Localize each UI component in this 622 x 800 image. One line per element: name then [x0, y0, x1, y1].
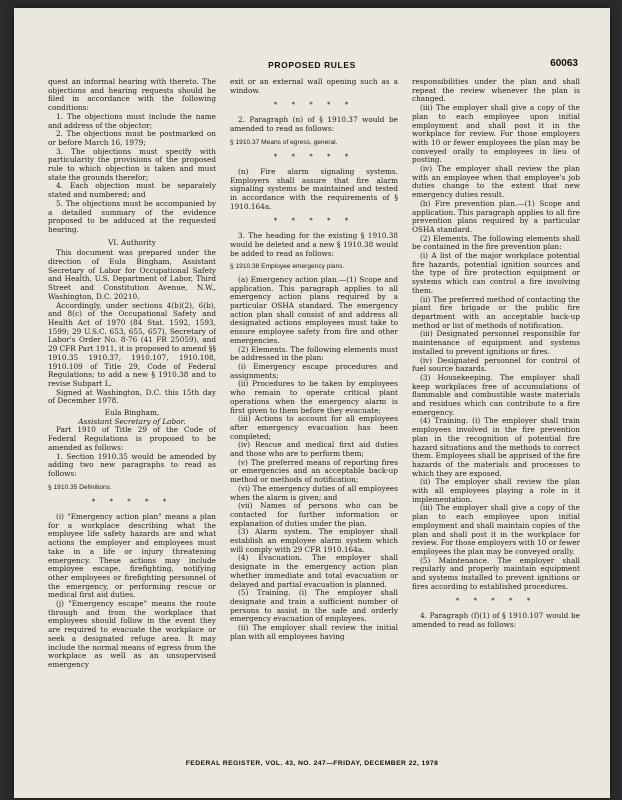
paragraph: (i) Emergency escape procedures and assignments;: [230, 361, 398, 380]
running-header: PROPOSED RULES: [268, 60, 356, 70]
paragraph: (2) Elements. The following elements must be addressed in the plan:: [230, 344, 398, 363]
paragraph: (iv) Designated personnel for control of fuel source hazards.: [412, 355, 580, 374]
ellipsis-stars: * * * * *: [455, 597, 537, 606]
paragraph: 3. The heading for the existing § 1910.38 would be deleted and a new § 1910.38 would be added to read as follows:: [230, 231, 398, 258]
column-1: [48, 78, 216, 758]
paragraph: 1. The objections must include the name and address of the objector;: [48, 111, 216, 130]
paragraph: 2. Paragraph (n) of § 1910.37 would be amended to read as follows:: [230, 115, 398, 133]
paragraph: (2) Elements. The following elements shall be contained in the fire prevention plan:: [412, 233, 580, 252]
ellipsis-stars: * * * * *: [273, 217, 355, 226]
paragraph: (iii) Actions to account for all employees after emergency evacuation has been completed;: [230, 414, 398, 441]
paragraph: 2. The objections must be postmarked on or before March 16, 1979;: [48, 129, 216, 147]
paragraph: (v) The preferred means of reporting fires or emergencies and an acceptable back-up method or methods of notification;: [230, 457, 398, 485]
paragraph: 1. Section 1910.35 would be amended by adding two new paragraphs to read as follows:: [48, 451, 216, 478]
section-heading: VI. Authority: [108, 237, 156, 247]
paragraph: (4) Training. (i) The employer shall train employees involved in the fire prevention plan in the recognition of potential fire hazard situations and the methods to correct them. Employees shall be apprised of the fire hazards of the materials and processes to which they are exposed.: [412, 416, 580, 478]
paragraph: (iii) The employer shall give a copy of the plan to each employee upon initial employment and shall maintain copies of the plan and shall post it in the workplace for review. For those employers with 10 or fewer employees the plan may be conveyed orally.: [412, 503, 580, 556]
paragraph: quest an informal hearing with thereto. The objections and hearing requests should be filed in accordance with the following conditions:: [48, 78, 216, 113]
paragraph: (n) Fire alarm signaling systems. Employers shall assure that fire alarm signaling systems be maintained and tested in accordance with the requirements of § 1910.164a.: [230, 166, 398, 211]
paragraph: 4. Paragraph (f)(1) of § 1910.107 would be amended to read as follows:: [412, 611, 580, 629]
paragraph: Signed at Washington, D.C. this 15th day of December 1978.: [48, 387, 216, 406]
paragraph: (iii) The employer shall give a copy of the plan to each employee upon initial employment and shall post it in the workplace for review. For those employers with 10 or fewer employees the plan may be conveyed orally to employees in lieu of posting.: [412, 103, 580, 165]
ellipsis-stars: * * * * *: [273, 101, 355, 110]
ellipsis-stars: * * * * *: [91, 498, 173, 507]
section-caption: § 1910.35 Definitions.: [48, 483, 112, 491]
column-2: [230, 78, 398, 758]
paragraph: (iv) Rescue and medical first aid duties and those who are to perform them;: [230, 440, 398, 459]
signature-title: Assistant Secretary of Labor.: [78, 416, 186, 426]
paragraph: (b) Fire prevention plan.—(1) Scope and application. This paragraph applies to all fire prevention plans required by a particular OSHA standard.: [412, 198, 580, 234]
paragraph: Part 1910 of Title 29 of the Code of Federal Regulations is proposed to be amended as follows:: [48, 425, 216, 452]
paragraph: (ii) The employer shall review the plan with all employees playing a role in it implementation.: [412, 477, 580, 504]
document-page: [14, 8, 610, 798]
paragraph: (ii) The preferred method of contacting the plant fire brigade or the public fire department with an acceptable back-up method or list of methods of notification.: [412, 294, 580, 330]
paragraph: 5. The objections must be accompanied by a detailed summary of the evidence proposed to be adduced at the requested hearing.: [48, 198, 216, 234]
paragraph: This document was prepared under the direction of Eula Bingham, Assistant Secretary of Labor for Occupational Safety and Health, U.S. Department of Labor, Third Street and Constitution Avenue, N.W., Washington, D.C. 20210.: [48, 248, 216, 301]
paragraph: 4. Each objection must be separately stated and numbered; and: [48, 181, 216, 200]
page-footer: FEDERAL REGISTER, VOL. 43, NO. 247—FRIDAY, DECEMBER 22, 1978: [185, 760, 439, 767]
paragraph: (3) Alarm system. The employer shall establish an employee alarm system which will comply with 29 CFR 1910.164a.: [230, 527, 398, 554]
signature-name: Eula Bingham,: [104, 408, 160, 418]
section-caption: § 1910.38 Employee emergency plans.: [230, 263, 345, 271]
paragraph: (5) Maintenance. The employer shall regularly and properly maintain equipment and systems installed to prevent ignitions or fires according to established procedures.: [412, 555, 580, 591]
paragraph: (vii) Names of persons who can be contacted for further information or explanation of duties under the plan.: [230, 501, 398, 528]
paragraph: (4) Evacuation. The employer shall designate in the emergency action plan whether immediate and total evacuation or delayed and partial evacuation is planned.: [230, 553, 398, 589]
paragraph: exit or an external wall opening such as a window.: [230, 78, 398, 95]
paragraph: (iv) The employer shall review the plan with an employee when that employee's job duties change to the extent that new emergency duties result.: [412, 164, 580, 200]
paragraph: 3. The objections must specify with particularity the provisions of the proposed rule to which objection is taken and must state the grounds therefor;: [48, 146, 216, 182]
paragraph: (ii) The employer shall review the initial plan with all employees having: [230, 623, 398, 641]
paragraph: Accordingly, under sections 4(b)(2), 6(b), and 8(c) of the Occupational Safety and Health Act of 1970 (84 Stat. 1592, 1593, 1599; 29 U.S.C. 653, 655, 657), Secretary of Labor's Order No. 8-76 (41 FR 25059), and 29 CFR Part 1911, it is proposed to amend §§ 1910.35 1910.37, 1910.107, 1910.108, 1910.109 of Title 29, Code of Federal Regulations; to add a new § 1910.38 and to revise Subpart L.: [48, 300, 216, 388]
column-3: [412, 78, 580, 758]
paragraph: (j) "Emergency escape" means the route through and from the workplace that employees should follow in the event they are required to evacuate the workplace or seek a designated refuge area. It may include the normal means of egress from the workplace as well as an unsupervised emergency: [48, 599, 216, 669]
paragraph: (3) Housekeeping. The employer shall keep workplaces free of accumulations of flammable and combustible waste materials and residues which can contribute to a fire emergency.: [412, 372, 580, 417]
paragraph: (i) A list of the major workplace potential fire hazards, potential ignition sources and the type of fire protection equipment or systems which can control a fire involving them.: [412, 251, 580, 295]
paragraph: (vi) The emergency duties of all employees when the alarm is given; and: [230, 483, 398, 502]
section-caption: § 1910.37 Means of egress, general.: [230, 138, 338, 146]
page-number: 60063: [550, 58, 578, 69]
paragraph: responsibilities under the plan and shall repeat the review whenever the plan is changed.: [412, 78, 580, 104]
ellipsis-stars: * * * * *: [273, 153, 355, 162]
paragraph: (iii) Designated personnel responsible for maintenance of equipment and systems installed to prevent ignitions or fires.: [412, 329, 580, 356]
paragraph: (a) Emergency action plan.—(1) Scope and application. This paragraph applies to all emergency action plans required by a particular OSHA standard. The emergency action plan shall consist of and address all designated actions employees must take to ensure employee safety from fire and other emergencies.: [230, 274, 398, 345]
paragraph: (i) "Emergency action plan" means a plan for a workplace describing what the employee life safety hazards are and what actions the employer and employees must take in a life or injury threatening emergency. These actions may include employee escape, firefighting, notifying other employees or firefighting personnel of the emergency, or performing rescue or medical first aid duties.: [48, 512, 216, 600]
paragraph: (5) Training. (i) The employer shall designate and train a sufficient number of persons to assist in the safe and orderly emergency evacuation of employees.: [230, 588, 398, 624]
paragraph: (ii) Procedures to be taken by employees who remain to operate critical plant operations when the emergency alarm is first given to them before they evacuate;: [230, 379, 398, 415]
